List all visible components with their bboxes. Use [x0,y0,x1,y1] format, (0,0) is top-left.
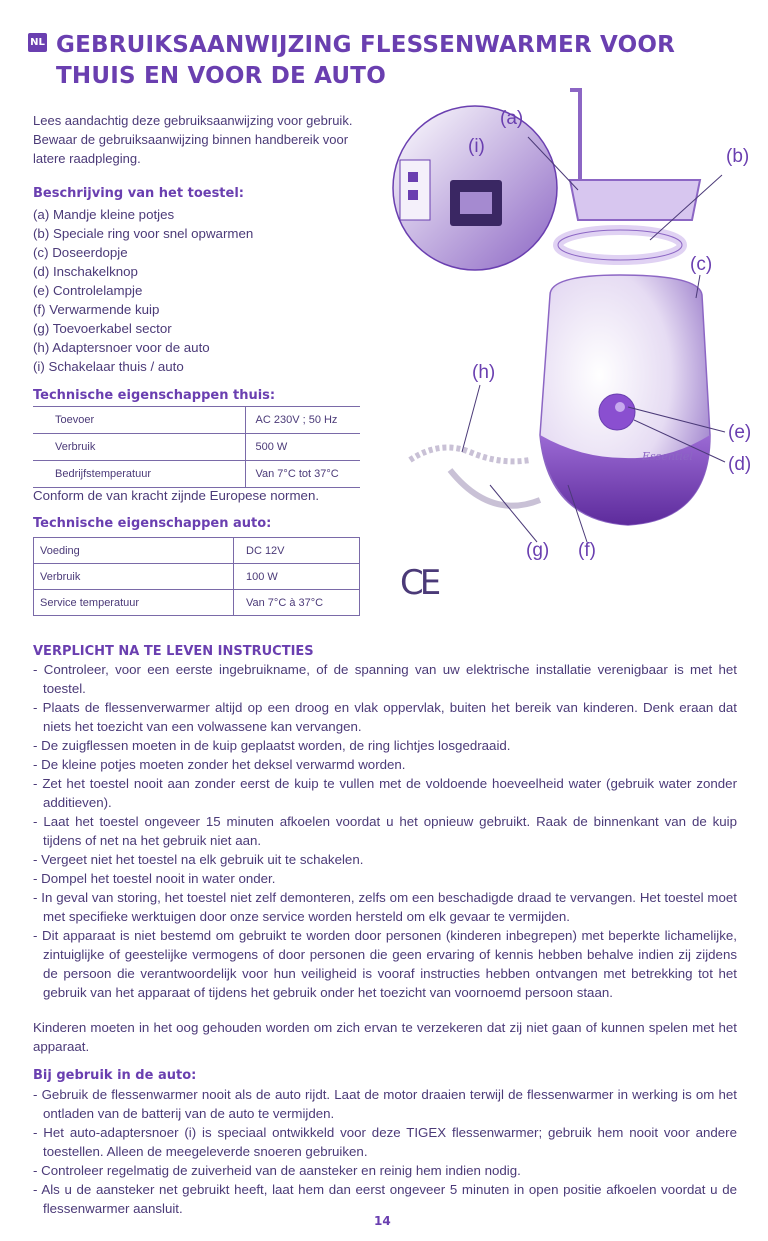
label-h: (h) [472,362,496,383]
table-cell: Toevoer [33,407,245,434]
part-item: (b) Speciale ring voor snel opwarmen [33,226,254,241]
bottle-warmer-drawing [380,80,768,580]
intro-line: Lees aandachtig deze gebruiksaanwijzing voor gebruik. [33,113,353,128]
page-title: GEBRUIKSAANWIJZING FLESSENWARMER VOOR THUIS EN VOOR DE AUTO [56,32,676,89]
part-item: (c) Doseerdopje [33,245,128,260]
list-item: - Controleer regelmatig de zuiverheid van de aansteker en reinig hem indien nodig. [33,1161,737,1180]
list-item: - Dompel het toestel nooit in water onder. [33,869,737,888]
children-note: Kinderen moeten in het oog gehouden worden om zich ervan te verzekeren dat zij niet gaan of kunnen spelen met het apparaat. [33,1020,737,1054]
part-item: (i) Schakelaar thuis / auto [33,359,184,374]
label-e: (e) [728,422,752,443]
socket-inner [460,192,492,214]
table-cell: Verbruik [33,434,245,461]
table-cell: AC 230V ; 50 Hz [245,407,360,434]
label-b: (b) [726,146,750,167]
parts-list [33,205,253,376]
label-i: (i) [468,136,485,157]
list-item: - Dit apparaat is niet bestemd om gebruikt te worden door personen (kinderen inbegrepen) met beperkte lichamelijke, zintuiglijke of geestelijke vermogens of door personen die geen ervaring of kennis hebben behalve indien zij zijdens de persoon die verantwoordelijk voor hun veiligheid is vooraf instructies hebben ontvangen met betrekking tot het gebruik van het apparaat of tijdens het gebruik onder het toezicht van voornoemd persoon staan. [33,926,737,1002]
list-item: - Als u de aansteker net gebruikt heeft, laat hem dan eerst ongeveer 5 minuten in open positie afkoelen voordat u de flessenwarmer aansluit. [33,1180,737,1218]
table-cell: Voeding [34,538,234,564]
table-row [33,434,360,461]
switch-dot-icon [408,190,418,200]
label-f: (f) [578,540,596,561]
ce-mark-icon: CE [400,563,438,603]
page-number: 14 [374,1214,391,1228]
table-cell: Van 7°C à 37°C [234,590,360,616]
indicator-light-icon [615,402,625,412]
conformity-note: Conform de van kracht zijnde Europese normen. [33,488,320,503]
instructions-list [33,660,737,1002]
list-item: - Plaats de flessenverwarmer altijd op een droog en vlak oppervlak, buiten het bereik van kinderen. Denk eraan dat niets het toezicht van een volwassene kan vervangen. [33,698,737,736]
table-cell: 500 W [245,434,360,461]
list-item: - De kleine potjes moeten zonder het deksel verwarmd worden. [33,755,737,774]
part-item: (e) Controlelampje [33,283,143,298]
part-item: (d) Inschakelknop [33,264,138,279]
list-item: - Controleer, voor een eerste ingebruikname, of de spanning van uw elektrische installatie verenigbaar is met het toestel. [33,660,737,698]
table-row [33,461,360,488]
brand-logo: Essentiel [642,450,693,463]
mains-cord-drawing [450,470,540,506]
intro-text [33,111,388,168]
table-row [33,407,360,434]
list-item: - Vergeet niet het toestel na elk gebruik uit te schakelen. [33,850,737,869]
switch-dot-icon [408,172,418,182]
car-cord-drawing [410,448,530,462]
list-item: - Het auto-adaptersnoer (i) is speciaal ontwikkeld voor deze TIGEX flessenwarmer; gebruik hem nooit voor andere toestellen. Alleen de meegeleverde snoeren gebruiken. [33,1123,737,1161]
label-d: (d) [728,454,752,475]
tech-car-table [33,537,360,616]
table-cell: Service temperatuur [34,590,234,616]
label-c: (c) [690,254,713,275]
table-cell: 100 W [234,564,360,590]
list-item: - Zet het toestel nooit aan zonder eerst de kuip te vullen met de voldoende hoeveelheid water (gebruik water zonder additieven). [33,774,737,812]
list-item: - Laat het toestel ongeveer 15 minuten afkoelen voordat u het opnieuw gebruikt. Raak de binnenkant van de kuip tijdens of net na het gebruik niet aan. [33,812,737,850]
intro-line: Bewaar de gebruiksaanwijzing binnen handbereik voor [33,132,349,147]
table-cell: DC 12V [234,538,360,564]
part-item: (g) Toevoerkabel sector [33,321,172,336]
language-badge: NL [28,33,47,52]
power-button-icon [599,394,635,430]
basket-handle [570,90,580,180]
list-item: - In geval van storing, het toestel niet zelf demonteren, zelfs om een beschadigde draad te vervangen. Het toestel moet met specifieke werktuigen door onze service worden hersteld om elk gevaar te vermijden. [33,888,737,926]
table-row [34,538,360,564]
tech-home-heading: Technische eigenschappen thuis: [33,388,276,403]
tech-car-heading: Technische eigenschappen auto: [33,516,272,531]
part-item: (a) Mandje kleine potjes [33,207,175,222]
basket-drawing [570,180,700,220]
table-row [34,590,360,616]
instructions-heading: VERPLICHT NA TE LEVEN INSTRUCTIES [33,644,314,659]
product-illustration [380,80,768,580]
table-cell: Van 7°C tot 37°C [245,461,360,488]
table-cell: Verbruik [34,564,234,590]
car-use-list [33,1085,737,1218]
intro-line: latere raadpleging. [33,151,141,166]
car-use-heading: Bij gebruik in de auto: [33,1068,197,1083]
label-g: (g) [526,540,550,561]
part-item: (f) Verwarmende kuip [33,302,160,317]
list-item: - Gebruik de flessenwarmer nooit als de auto rijdt. Laat de motor draaien terwijl de flessenwarmer in werking is om het ontladen van de batterij van de auto te vermijden. [33,1085,737,1123]
tech-home-table [33,406,360,488]
table-cell: Bedrijfstemperatuur [33,461,245,488]
table-row [34,564,360,590]
list-item: - De zuigflessen moeten in de kuip geplaatst worden, de ring lichtjes losgedraaid. [33,736,737,755]
part-item: (h) Adaptersnoer voor de auto [33,340,210,355]
description-heading: Beschrijving van het toestel: [33,186,244,201]
label-a: (a) [500,108,524,129]
